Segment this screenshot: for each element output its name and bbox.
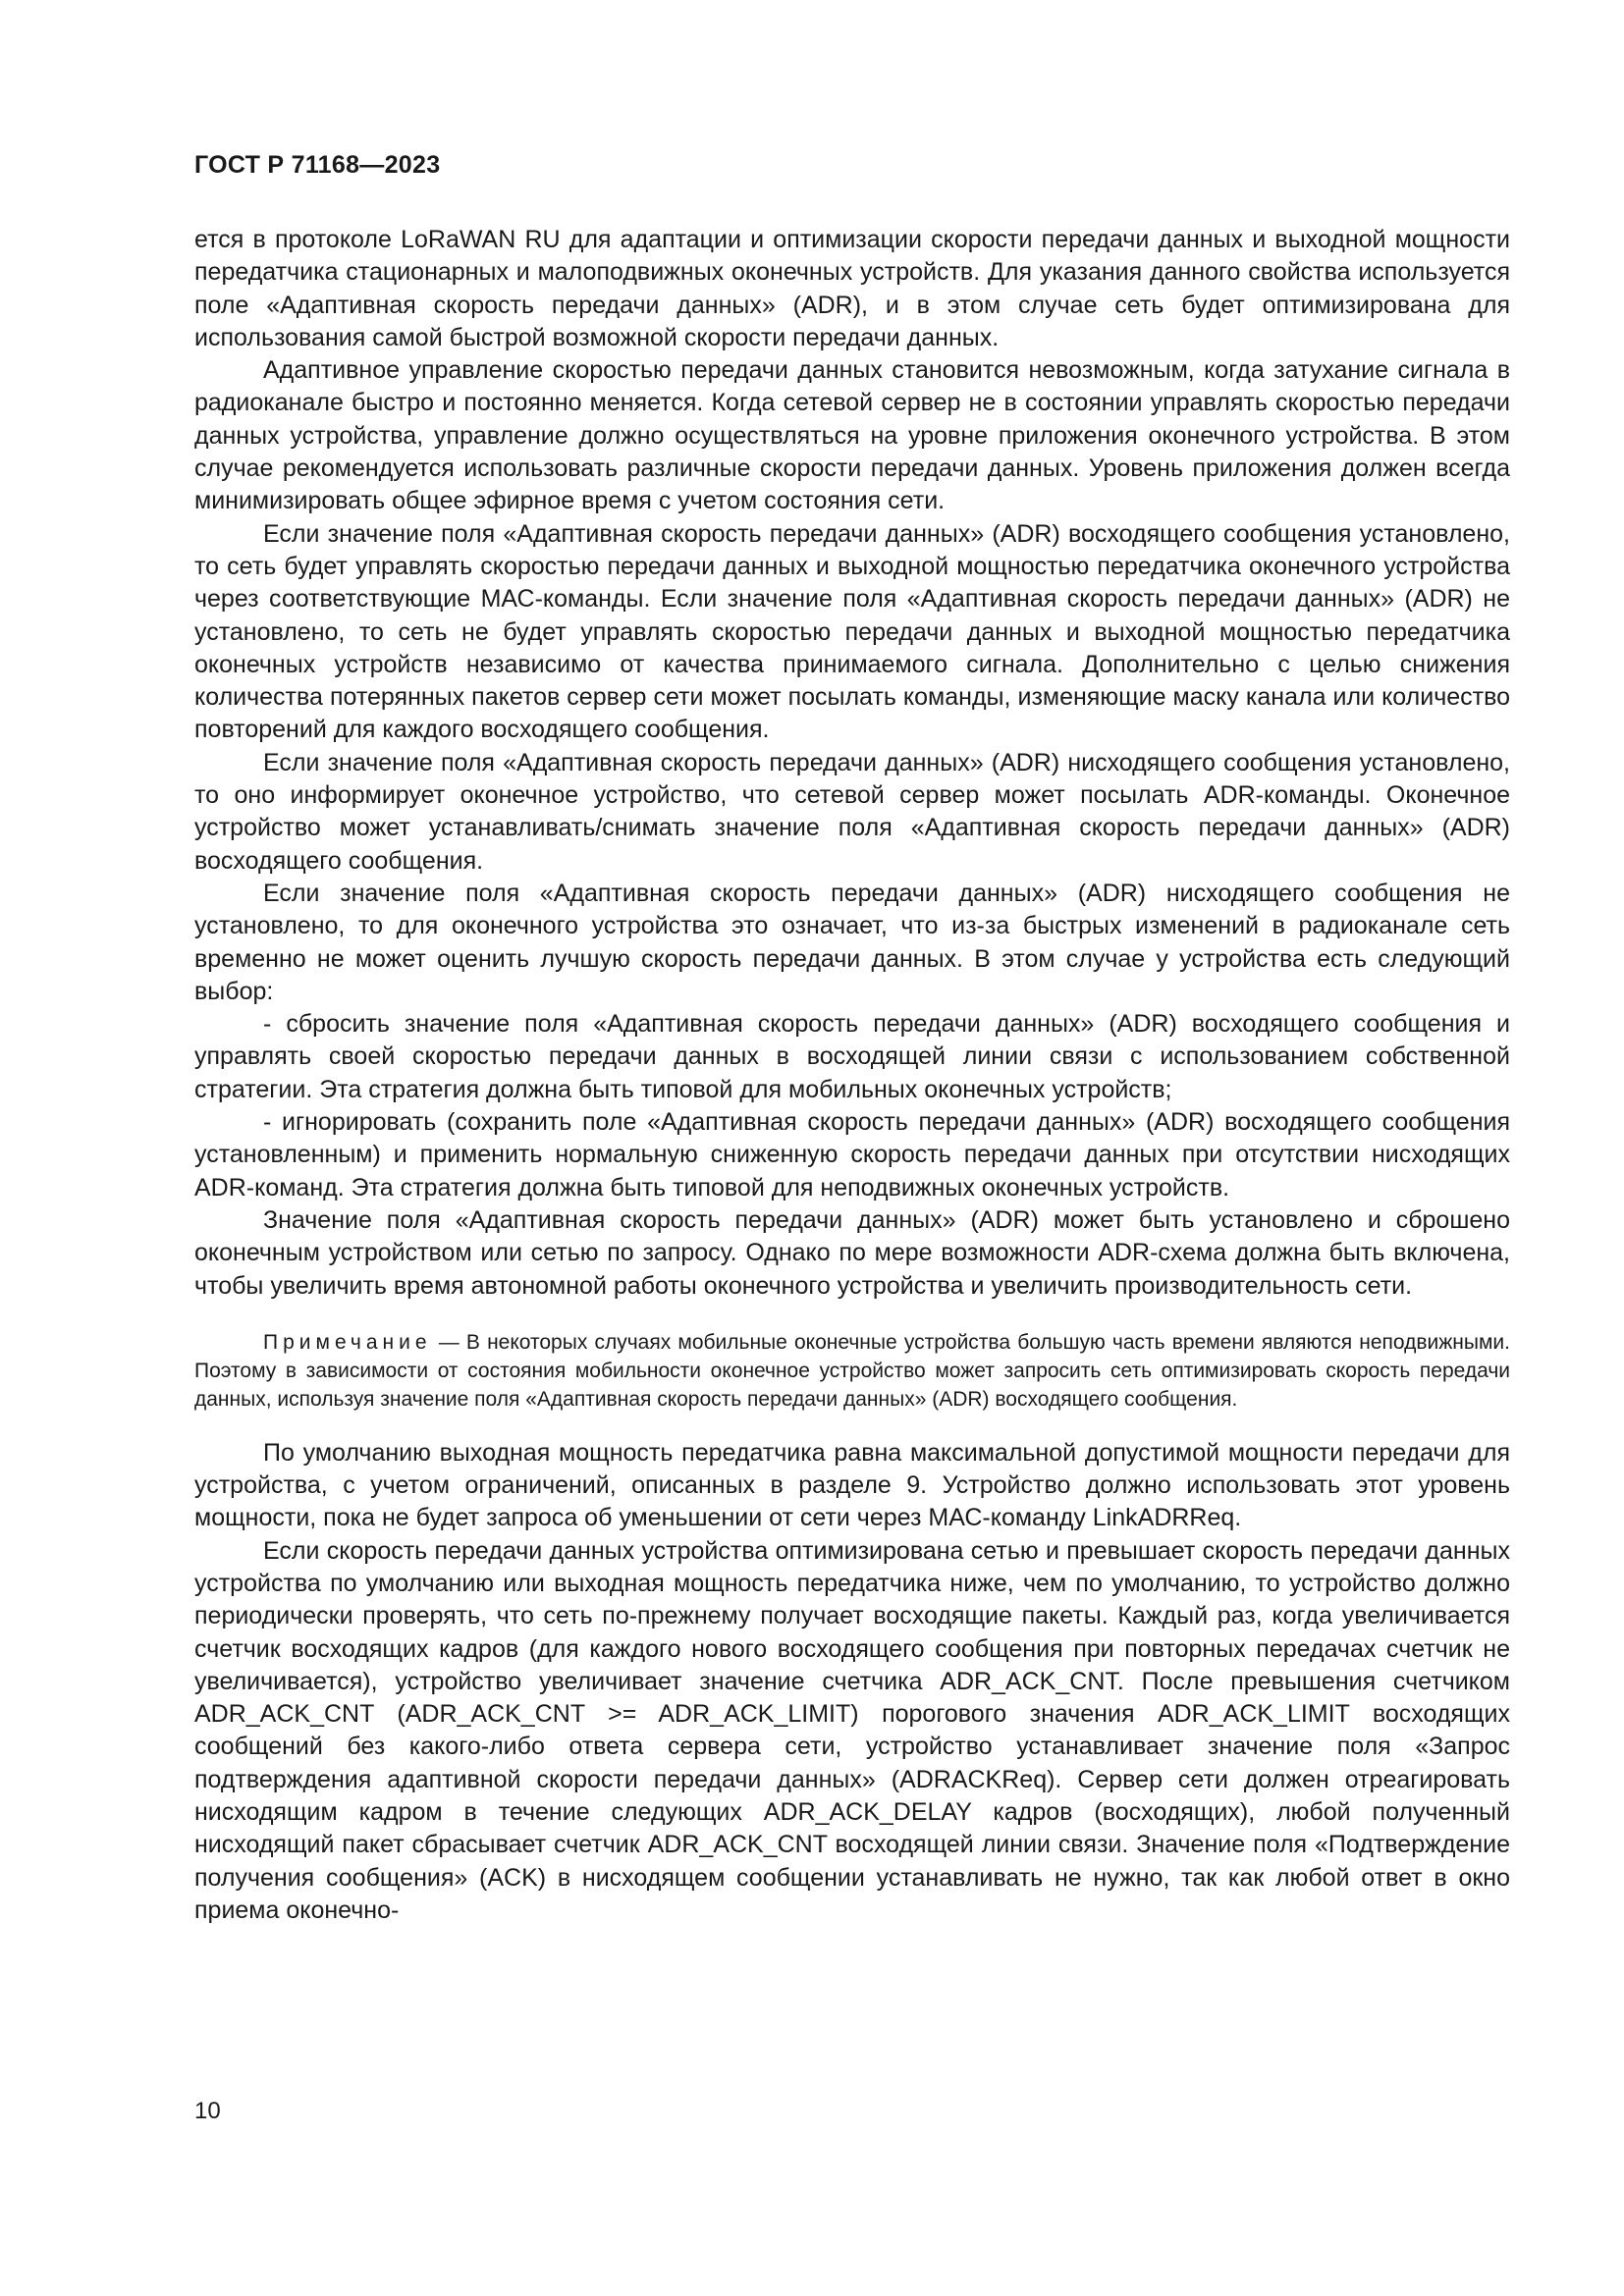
note	[194, 1328, 1510, 1414]
note-label: Примечание	[263, 1330, 432, 1354]
paragraph: Если скорость передачи данных устройства оптимизирована сетью и превышает скорость передачи данных устройства по умолчанию или выходная мощность передатчика ниже, чем по умолчанию, то устройство должно периодически проверять, что сеть по-прежнему получает восходящие пакеты. Каждый раз, когда увеличивается счетчик восходящих кадров (для каждого нового восходящего сообщения при повторных передачах счетчик не увеличивается), устройство увеличивает значение счетчика ADR_ACK_CNT. После превышения счетчиком ADR_ACK_CNT (ADR_ACK_CNT >= ADR_ACK_LIMIT) порогового значения ADR_ACK_LIMIT восходящих сообщений без какого-либо ответа сервера сети, устройство устанавливает значение поля «Запрос подтверждения адаптивной скорости передачи данных» (ADRACKReq). Сервер сети должен отреагировать нисходящим кадром в течение следующих ADR_ACK_DELAY кадров (восходящих), любой полученный нисходящий пакет сбрасывает счетчик ADR_ACK_CNT восходящей линии связи. Значение поля «Подтверждение получения сообщения» (ACK) в нисходящем сообщении устанавливать не нужно, так как любой ответ в окно приема оконечно-	[194, 1536, 1510, 1924]
paragraph: По умолчанию выходная мощность передатчика равна максимальной допустимой мощности передачи для устройства, с учетом ограничений, описанных в разделе 9. Устройство должно использовать этот уровень мощности, пока не будет запроса об уменьшении от сети через МАС-команду LinkADRReq.	[194, 1438, 1510, 1532]
paragraph: Если значение поля «Адаптивная скорость передачи данных» (ADR) восходящего сообщения установлено, то сеть будет управлять скоростью передачи данных и выходной мощностью передатчика оконечного устройства через соответствующие МАС-команды. Если значение поля «Адаптивная скорость передачи данных» (ADR) не установлено, то сеть не будет управлять скоростью передачи данных и выходной мощностью передатчика оконечных устройств независимо от качества принимаемого сигнала. Дополнительно с целью снижения количества потерянных пакетов сервер сети может посылать команды, изменяющие маску канала или количество повторений для каждого восходящего сообщения.	[194, 519, 1510, 744]
paragraph: Если значение поля «Адаптивная скорость передачи данных» (ADR) нисходящего сообщения установлено, то оно информирует оконечное устройство, что сетевой сервер может посылать ADR-команды. Оконечное устройство может устанавливать/снимать значение поля «Адаптивная скорость передачи данных» (ADR) восходящего сообщения.	[194, 748, 1510, 875]
list-item: - сбросить значение поля «Адаптивная скорость передачи данных» (ADR) восходящего сообщения и управлять своей скоростью передачи данных в восходящей линии связи с использованием собственной стратегии. Эта стратегия должна быть типовой для мобильных оконечных устройств;	[194, 1010, 1510, 1103]
note-text: — В некоторых случаях мобильные оконечные устройства большую часть времени являются неподвижными. Поэтому в зависимости от состояния мобильности оконечное устройство может запросить сеть оптимизировать скорость передачи данных, используя значение поля «Адаптивная скорость передачи данных» (ADR) восходящего сообщения.	[194, 1330, 1510, 1411]
document-header: ГОСТ Р 71168—2023	[194, 151, 441, 179]
document-body	[194, 224, 1510, 1927]
paragraph: Адаптивное управление скоростью передачи данных становится невозможным, когда затухание сигнала в радиоканале быстро и постоянно меняется. Когда сетевой сервер не в состоянии управлять скоростью передачи данных устройства, управление должно осуществляться на уровне приложения оконечного устройства. В этом случае рекомендуется использовать различные скорости передачи данных. Уровень приложения должен всегда минимизировать общее эфирное время с учетом состояния сети.	[194, 356, 1510, 515]
paragraph: Значение поля «Адаптивная скорость передачи данных» (ADR) может быть установлено и сброшено оконечным устройством или сетью по запросу. Однако по мере возможности ADR-схема должна быть включена, чтобы увеличить время автономной работы оконечного устройства и увеличить производительность сети.	[194, 1205, 1510, 1300]
paragraph: Если значение поля «Адаптивная скорость передачи данных» (ADR) нисходящего сообщения не установлено, то для оконечного устройства это означает, что из-за быстрых изменений в радиоканале сеть временно не может оценить лучшую скорость передачи данных. В этом случае у устройства есть следующий выбор:	[194, 879, 1510, 1005]
page-number: 10	[194, 2098, 221, 2124]
paragraph: ется в протоколе LoRaWAN RU для адаптации и оптимизации скорости передачи данных и выходной мощности передатчика стационарных и малоподвижных оконечных устройств. Для указания данного свойства используется поле «Адаптивная скорость передачи данных» (ADR), и в этом случае сеть будет оптимизирована для использования самой быстрой возможной скорости передачи данных.	[194, 226, 1510, 351]
list-item: - игнорировать (сохранить поле «Адаптивная скорость передачи данных» (ADR) восходящего сообщения установленным) и применить нормальную сниженную скорость передачи данных при отсутствии нисходящих ADR-команд. Эта стратегия должна быть типовой для неподвижных оконечных устройств.	[194, 1108, 1510, 1201]
